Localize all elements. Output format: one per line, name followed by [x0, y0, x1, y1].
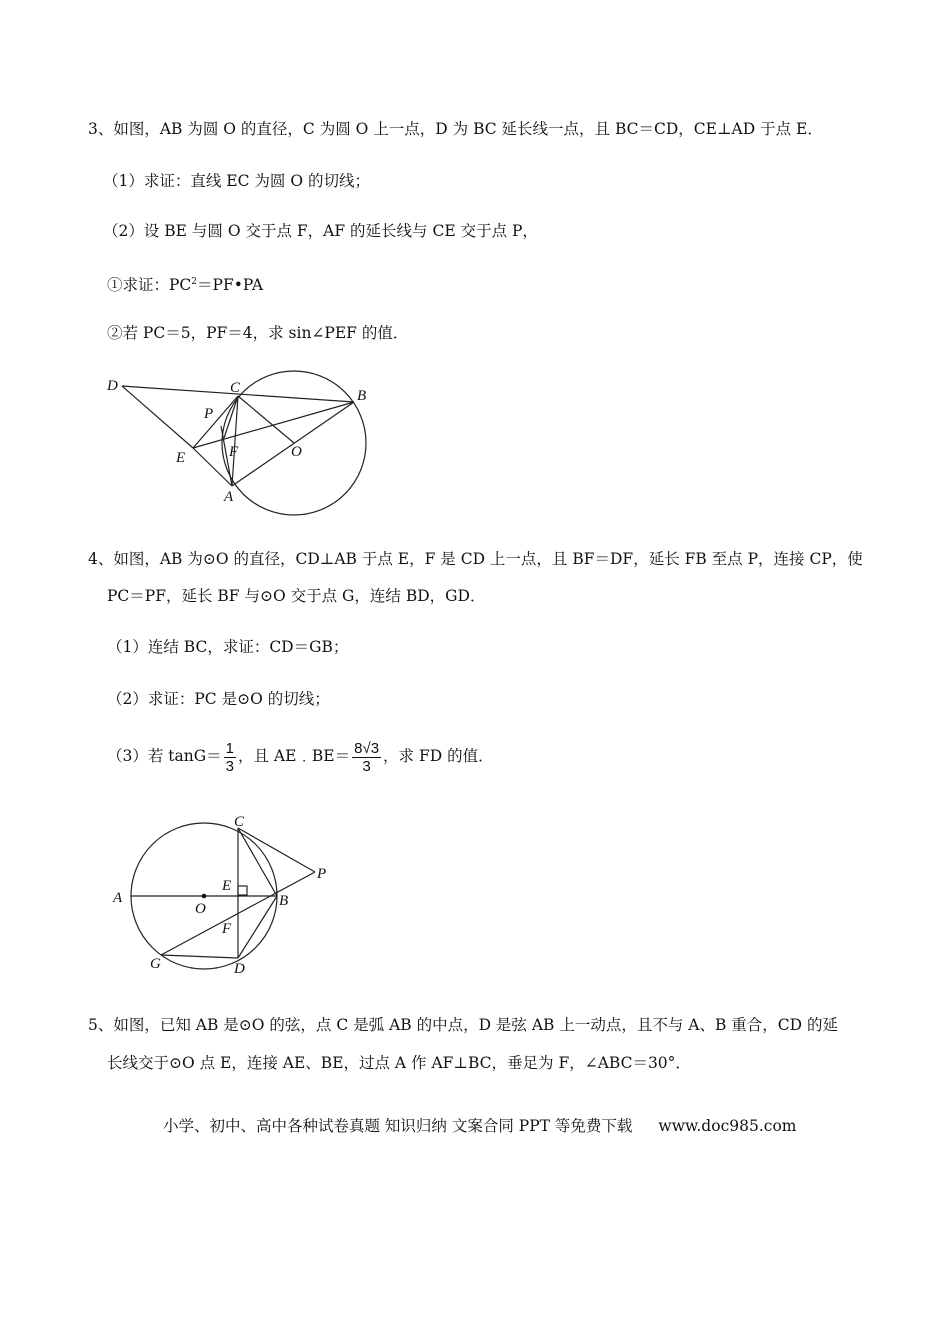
footer-url[interactable]: www.doc985.com [658, 1117, 797, 1135]
q3-sub2: ②若 PC＝5，PF＝4，求 sin∠PEF 的值． [107, 324, 409, 342]
q3-part2: （2）设 BE 与圆 O 交于点 F，AF 的延长线与 CE 交于点 P， [103, 222, 538, 240]
q4-label-d: D [234, 961, 245, 977]
q4-frac-tang-num: 1 [225, 739, 234, 757]
q3-label-d: D [107, 378, 118, 394]
q3-label-p: P [204, 406, 214, 422]
q4-part1: （1）连结 BC，求证：CD＝GB； [107, 638, 349, 656]
q4-line-gd [161, 955, 238, 958]
q4-right-angle-mark [238, 886, 247, 895]
q3-label-o: O [291, 444, 302, 460]
q4-frac-product-num: 8√3 [354, 739, 380, 757]
q3-stem: 3、如图，AB 为圆 O 的直径，C 为圆 O 上一点，D 为 BC 延长线一点，且 BC＝CD，CE⊥AD 于点 E． [88, 120, 823, 138]
q4-label-g: G [150, 956, 161, 972]
q3-sub1-prefix: ①求证：PC [107, 276, 192, 294]
q3-label-c: C [230, 380, 241, 396]
footer-text: 小学、初中、高中各种试卷真题 知识归纳 文案合同 PPT 等免费下载 [163, 1117, 633, 1135]
q3-part1: （1）求证：直线 EC 为圆 O 的切线； [103, 172, 370, 190]
q4-label-p: P [317, 866, 327, 882]
q4-part3-mid: ，且 AE﹒BE＝ [237, 747, 351, 765]
q4-label-b: B [279, 893, 289, 909]
q3-sub1-exponent: 2 [191, 277, 198, 287]
q4-label-e: E [222, 878, 232, 894]
q3-label-e: E [176, 450, 186, 466]
q4-label-f: F [222, 921, 232, 937]
q4-line-cp [238, 828, 315, 872]
q4-frac-tang-den: 3 [225, 757, 234, 775]
q5-stem-line1: 5、如图，已知 AB 是⊙O 的弦，点 C 是弧 AB 的中点，D 是弦 AB 上一动点，且不与 A、B 重合，CD 的延 [88, 1016, 839, 1034]
q4-stem-line1: 4、如图，AB 为⊙O 的直径，CD⊥AB 于点 E，F 是 CD 上一点，且 BF＝DF，延长 FB 至点 P，连接 CP，使 [88, 550, 863, 568]
q4-center-dot [202, 894, 207, 899]
q4-line-bd [238, 896, 277, 958]
q3-label-a: A [224, 489, 234, 505]
q4-part3-suffix: ，求 FD 的值． [383, 747, 494, 765]
q4-part2: （2）求证：PC 是⊙O 的切线； [107, 690, 330, 708]
q4-label-o: O [195, 901, 206, 917]
q3-label-f: F [229, 444, 239, 460]
q3-sub1-suffix: ＝PF•PA [197, 276, 264, 294]
q4-part3-prefix: （3）若 tanG＝ [107, 747, 222, 765]
q4-label-c: C [234, 814, 245, 830]
q3-label-b: B [357, 388, 367, 404]
q4-frac-product-den: 3 [362, 757, 371, 775]
q4-label-a: A [113, 890, 123, 906]
q4-stem-line2: PC＝PF，延长 BF 与⊙O 交于点 G，连结 BD，GD． [107, 587, 486, 605]
page-footer [163, 1114, 796, 1136]
q5-stem-line2: 长线交于⊙O 点 E，连接 AE、BE，过点 A 作 AF⊥BC，垂足为 F，∠ABC＝30°． [107, 1054, 691, 1072]
